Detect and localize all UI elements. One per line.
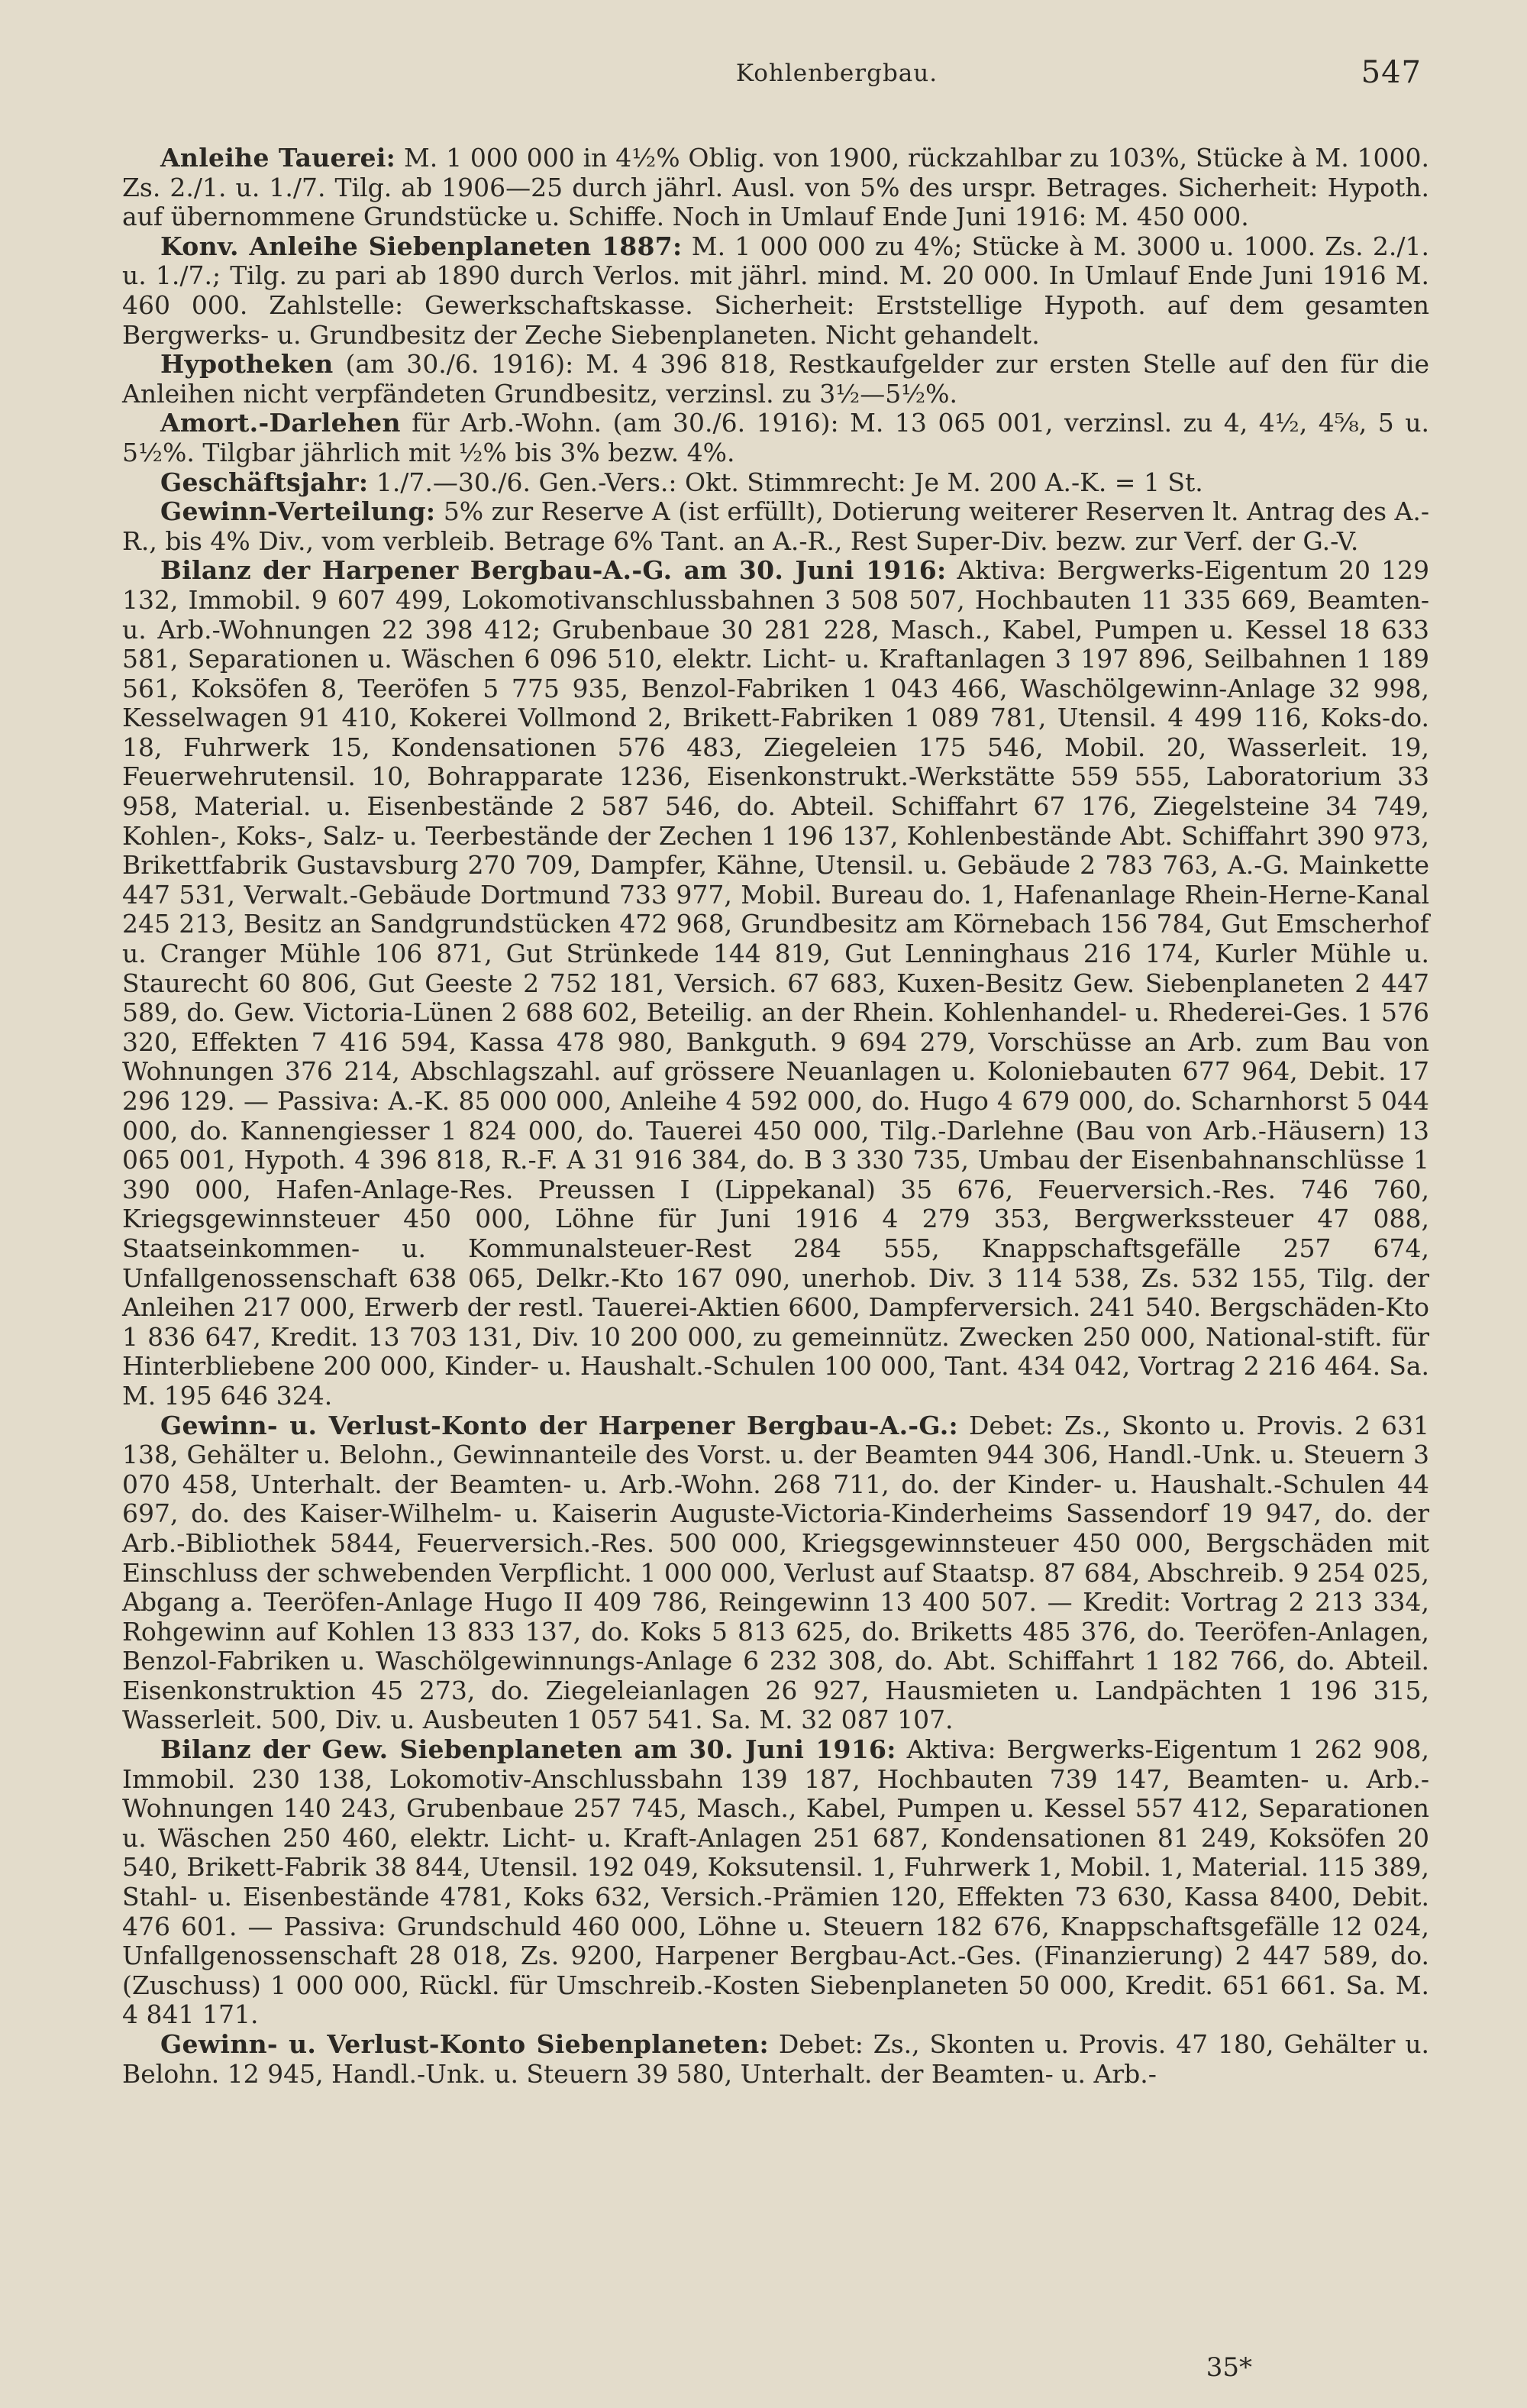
running-title: Kohlenbergbau. — [735, 60, 938, 87]
paragraph-anleihe-tauerei — [122, 144, 1429, 232]
paragraph-text: Debet: Zs., Skonten u. Provis. 47 180, Gehälter u. Belohn. 12 945, Handl.-Unk. u. Steuern 39 580, Unterhalt. der Beamten- u. Arb.- — [122, 2029, 1429, 2089]
paragraph-heading: Anleihe Tauerei: — [160, 143, 396, 173]
paragraph-heading: Konv. Anleihe Siebenplaneten 1887: — [160, 231, 683, 261]
paragraph-bilanz-siebenplaneten — [122, 1735, 1429, 2030]
paragraph-text: 5% zur Reserve A (ist erfüllt), Dotierung weiterer Reserven lt. Antrag des A.-R., bis 4% Div., vom verbleib. Betrage 6% Tant. an A.-R., Rest Super-Div. bezw. zur Verf. der G.-V. — [122, 496, 1429, 556]
paragraph-gv-konto-harpener — [122, 1411, 1429, 1736]
paragraph-text: (am 30./6. 1916): M. 4 396 818, Restkaufgelder zur ersten Stelle auf den für die Anleihen nicht verpfändeten Grundbesitz, verzinsl. zu 3½—5½%. — [122, 349, 1429, 409]
paragraph-heading: Gewinn-Verteilung: — [160, 496, 436, 527]
paragraph-heading: Bilanz der Harpener Bergbau-A.-G. am 30. Juni 1916: — [160, 555, 947, 586]
page-number: 547 — [1361, 55, 1422, 90]
running-header — [122, 55, 1429, 98]
paragraph-heading: Geschäftsjahr: — [160, 467, 369, 497]
paragraph-amort-darlehen — [122, 409, 1429, 467]
paragraph-heading: Hypotheken — [160, 349, 334, 380]
paragraph-text: Aktiva: Bergwerks-Eigentum 1 262 908, Immobil. 230 138, Lokomotiv-Anschlussbahn 139 187, Hochbauten 739 147, Beamten- u. Arb.-Wohnungen 140 243, Grubenbaue 257 745, Masch., Kabel, Pumpen u. Kessel 557 412, Separationen u. Wäschen 250 460, elektr. Licht- u. Kraft-Anlagen 251 687, Kondensationen 81 249, Koksöfen 20 540, Brikett-Fabrik 38 844, Utensil. 192 049, Koksutensil. 1, Fuhrwerk 1, Mobil. 1, Material. 115 389, Stahl- u. Eisenbestände 4781, Koks 632, Versich.-Prämien 120, Effekten 73 630, Kassa 8400, Debit. 476 601. — Passiva: Grundschuld 460 000, Löhne u. Steuern 182 676, Knappschaftsgefälle 12 024, Unfallgenossenschaft 28 018, Zs. 9200, Harpener Bergbau-Act.-Ges. (Finanzierung) 2 447 589, do. (Zuschuss) 1 000 000, Rückl. für Umschreib.-Kosten Siebenplaneten 50 000, Kredit. 651 661. Sa. M. 4 841 171. — [122, 1734, 1430, 2030]
paragraph-konv-anleihe — [122, 232, 1429, 350]
paragraph-heading: Amort.-Darlehen — [160, 408, 401, 438]
body-text — [122, 144, 1429, 2089]
paragraph-text: Debet: Zs., Skonto u. Provis. 2 631 138, Gehälter u. Belohn., Gewinnanteile des Vorst. u. der Beamten 944 306, Handl.-Unk. u. Steuern 3 070 458, Unterhalt. der Beamten- u. Arb.-Wohn. 268 711, do. der Kinder- u. Haushalt.-Schulen 44 697, do. des Kaiser-Wilhelm- u. Kaiserin Auguste-Victoria-Kinderheims Sassendorf 19 947, do. der Arb.-Bibliothek 5844, Feuerversich.-Res. 500 000, Kriegsgewinnsteuer 450 000, Bergschäden mit Einschluss der schwebenden Verpflicht. 1 000 000, Verlust auf Staatsp. 87 684, Abschreib. 9 254 025, Abgang a. Teeröfen-Anlage Hugo II 409 786, Reingewinn 13 400 507. — Kredit: Vortrag 2 213 334, Rohgewinn auf Kohlen 13 833 137, do. Koks 5 813 625, do. Briketts 485 376, do. Teeröfen-Anlagen, Benzol-Fabriken u. Waschölgewinnungs-Anlage 6 232 308, do. Abt. Schiffahrt 1 182 766, do. Abteil. Eisenkonstruktion 45 273, do. Ziegeleianlagen 26 927, Hausmieten u. Landpächten 1 196 315, Wasserleit. 500, Div. u. Ausbeuten 1 057 541. Sa. M. 32 087 107. — [122, 1410, 1429, 1735]
paragraph-hypotheken — [122, 350, 1429, 409]
paragraph-text: für Arb.-Wohn. (am 30./6. 1916): M. 13 065 001, verzinsl. zu 4, 4½, 4⅝, 5 u. 5½%. Tilgbar jährlich mit ½% bis 3% bezw. 4%. — [122, 408, 1429, 467]
paragraph-geschaeftsjahr — [122, 468, 1429, 498]
paragraph-heading: Bilanz der Gew. Siebenplaneten am 30. Juni 1916: — [160, 1734, 896, 1765]
paragraph-heading: Gewinn- u. Verlust-Konto der Harpener Bergbau-A.-G.: — [160, 1410, 958, 1440]
signature-mark: 35* — [1206, 2352, 1252, 2383]
paragraph-gv-konto-siebenplaneten — [122, 2030, 1429, 2089]
paragraph-text: Aktiva: Bergwerks-Eigentum 20 129 132, Immobil. 9 607 499, Lokomotivanschlussbahnen 3 508 507, Hochbauten 11 335 669, Beamten- u. Arb.-Wohnungen 22 398 412; Grubenbaue 30 281 228, Masch., Kabel, Pumpen u. Kessel 18 633 581, Separationen u. Wäschen 6 096 510, elektr. Licht- u. Kraftanlagen 3 197 896, Seilbahnen 1 189 561, Koksöfen 8, Teeröfen 5 775 935, Benzol-Fabriken 1 043 466, Waschölgewinn-Anlage 32 998, Kesselwagen 91 410, Kokerei Vollmond 2, Brikett-Fabriken 1 089 781, Utensil. 4 499 116, Koks-do. 18, Fuhrwerk 15, Kondensationen 576 483, Ziegeleien 175 546, Mobil. 20, Wasserleit. 19, Feuerwehrutensil. 10, Bohrapparate 1236, Eisenkonstrukt.-Werkstätte 559 555, Laboratorium 33 958, Material. u. Eisenbestände 2 587 546, do. Abteil. Schiffahrt 67 176, Ziegelsteine 34 749, Kohlen-, Koks-, Salz- u. Teerbestände der Zechen 1 196 137, Kohlenbestände Abt. Schiffahrt 390 973, Brikettfabrik Gustavsburg 270 709, Dampfer, Kähne, Utensil. u. Gebäude 2 783 763, A.-G. Mainkette 447 531, Verwalt.-Gebäude Dortmund 733 977, Mobil. Bureau do. 1, Hafenanlage Rhein-Herne-Kanal 245 213, Besitz an Sandgrundstücken 472 968, Grundbesitz am Körnebach 156 784, Gut Emscherhof u. Cranger Mühle 106 871, Gut Strünkede 144 819, Gut Lenninghaus 216 174, Kurler Mühle u. Staurecht 60 806, Gut Geeste 2 752 181, Versich. 67 683, Kuxen-Besitz Gew. Siebenplaneten 2 447 589, do. Gew. Victoria-Lünen 2 688 602, Beteilig. an der Rhein. Kohlenhandel- u. Rhederei-Ges. 1 576 320, Effekten 7 416 594, Kassa 478 980, Bankguth. 9 694 279, Vorschüsse an Arb. zum Bau von Wohnungen 376 214, Abschlagszahl. auf grössere Neuanlagen u. Koloniebauten 677 964, Debit. 17 296 129. — Passiva: A.-K. 85 000 000, Anleihe 4 592 000, do. Hugo 4 679 000, do. Scharnhorst 5 044 000, do. Kannengiesser 1 824 000, do. Tauerei 450 000, Tilg.-Darlehne (Bau von Arb.-Häusern) 13 065 001, Hypoth. 4 396 818, R.-F. A 31 916 384, do. B 3 330 735, Umbau der Eisenbahnanschlüsse 1 390 000, Hafen-Anlage-Res. Preussen I (Lippekanal) 35 676, Feuerversich.-Res. 746 760, Kriegsgewinnsteuer 450 000, Löhne für Juni 1916 4 279 353, Bergwerkssteuer 47 088, Staatseinkommen- u. Kommunalsteuer-Rest 284 555, Knappschaftsgefälle 257 674, Unfallgenossenschaft 638 065, Delkr.-Kto 167 090, unerhob. Div. 3 114 538, Zs. 532 155, Tilg. der Anleihen 217 000, Erwerb der restl. Tauerei-Aktien 6600, Dampferversich. 241 540. Bergschäden-Kto 1 836 647, Kredit. 13 703 131, Div. 10 200 000, zu gemeinnütz. Zwecken 250 000, National-stift. für Hinterbliebene 200 000, Kinder- u. Haushalt.-Schulen 100 000, Tant. 434 042, Vortrag 2 216 464. Sa. M. 195 646 324. — [122, 555, 1429, 1411]
paragraph-text: M. 1 000 000 in 4½% Oblig. von 1900, rückzahlbar zu 103%, Stücke à M. 1000. Zs. 2./1. u. 1./7. Tilg. ab 1906—25 durch jährl. Ausl. von 5% des urspr. Betrages. Sicherheit: Hypoth. auf übernommene Grundstücke u. Schiffe. Noch in Umlauf Ende Juni 1916: M. 450 000. — [122, 143, 1429, 232]
paragraph-bilanz-harpener — [122, 556, 1429, 1411]
paragraph-heading: Gewinn- u. Verlust-Konto Siebenplaneten: — [160, 2029, 769, 2059]
paragraph-gewinn-verteilung — [122, 497, 1429, 556]
paragraph-text: 1./7.—30./6. Gen.-Vers.: Okt. Stimmrecht: Je M. 200 A.-K. = 1 St. — [368, 467, 1203, 497]
paragraph-text: M. 1 000 000 zu 4%; Stücke à M. 3000 u. 1000. Zs. 2./1. u. 1./7.; Tilg. zu pari ab 1890 durch Verlos. mit jährl. mind. M. 20 000. In Umlauf Ende Juni 1916 M. 460 000. Zahlstelle: Gewerkschaftskasse. Sicherheit: Erststellige Hypoth. auf dem gesamten Bergwerks- u. Grundbesitz der Zeche Siebenplaneten. Nicht gehandelt. — [122, 231, 1429, 350]
